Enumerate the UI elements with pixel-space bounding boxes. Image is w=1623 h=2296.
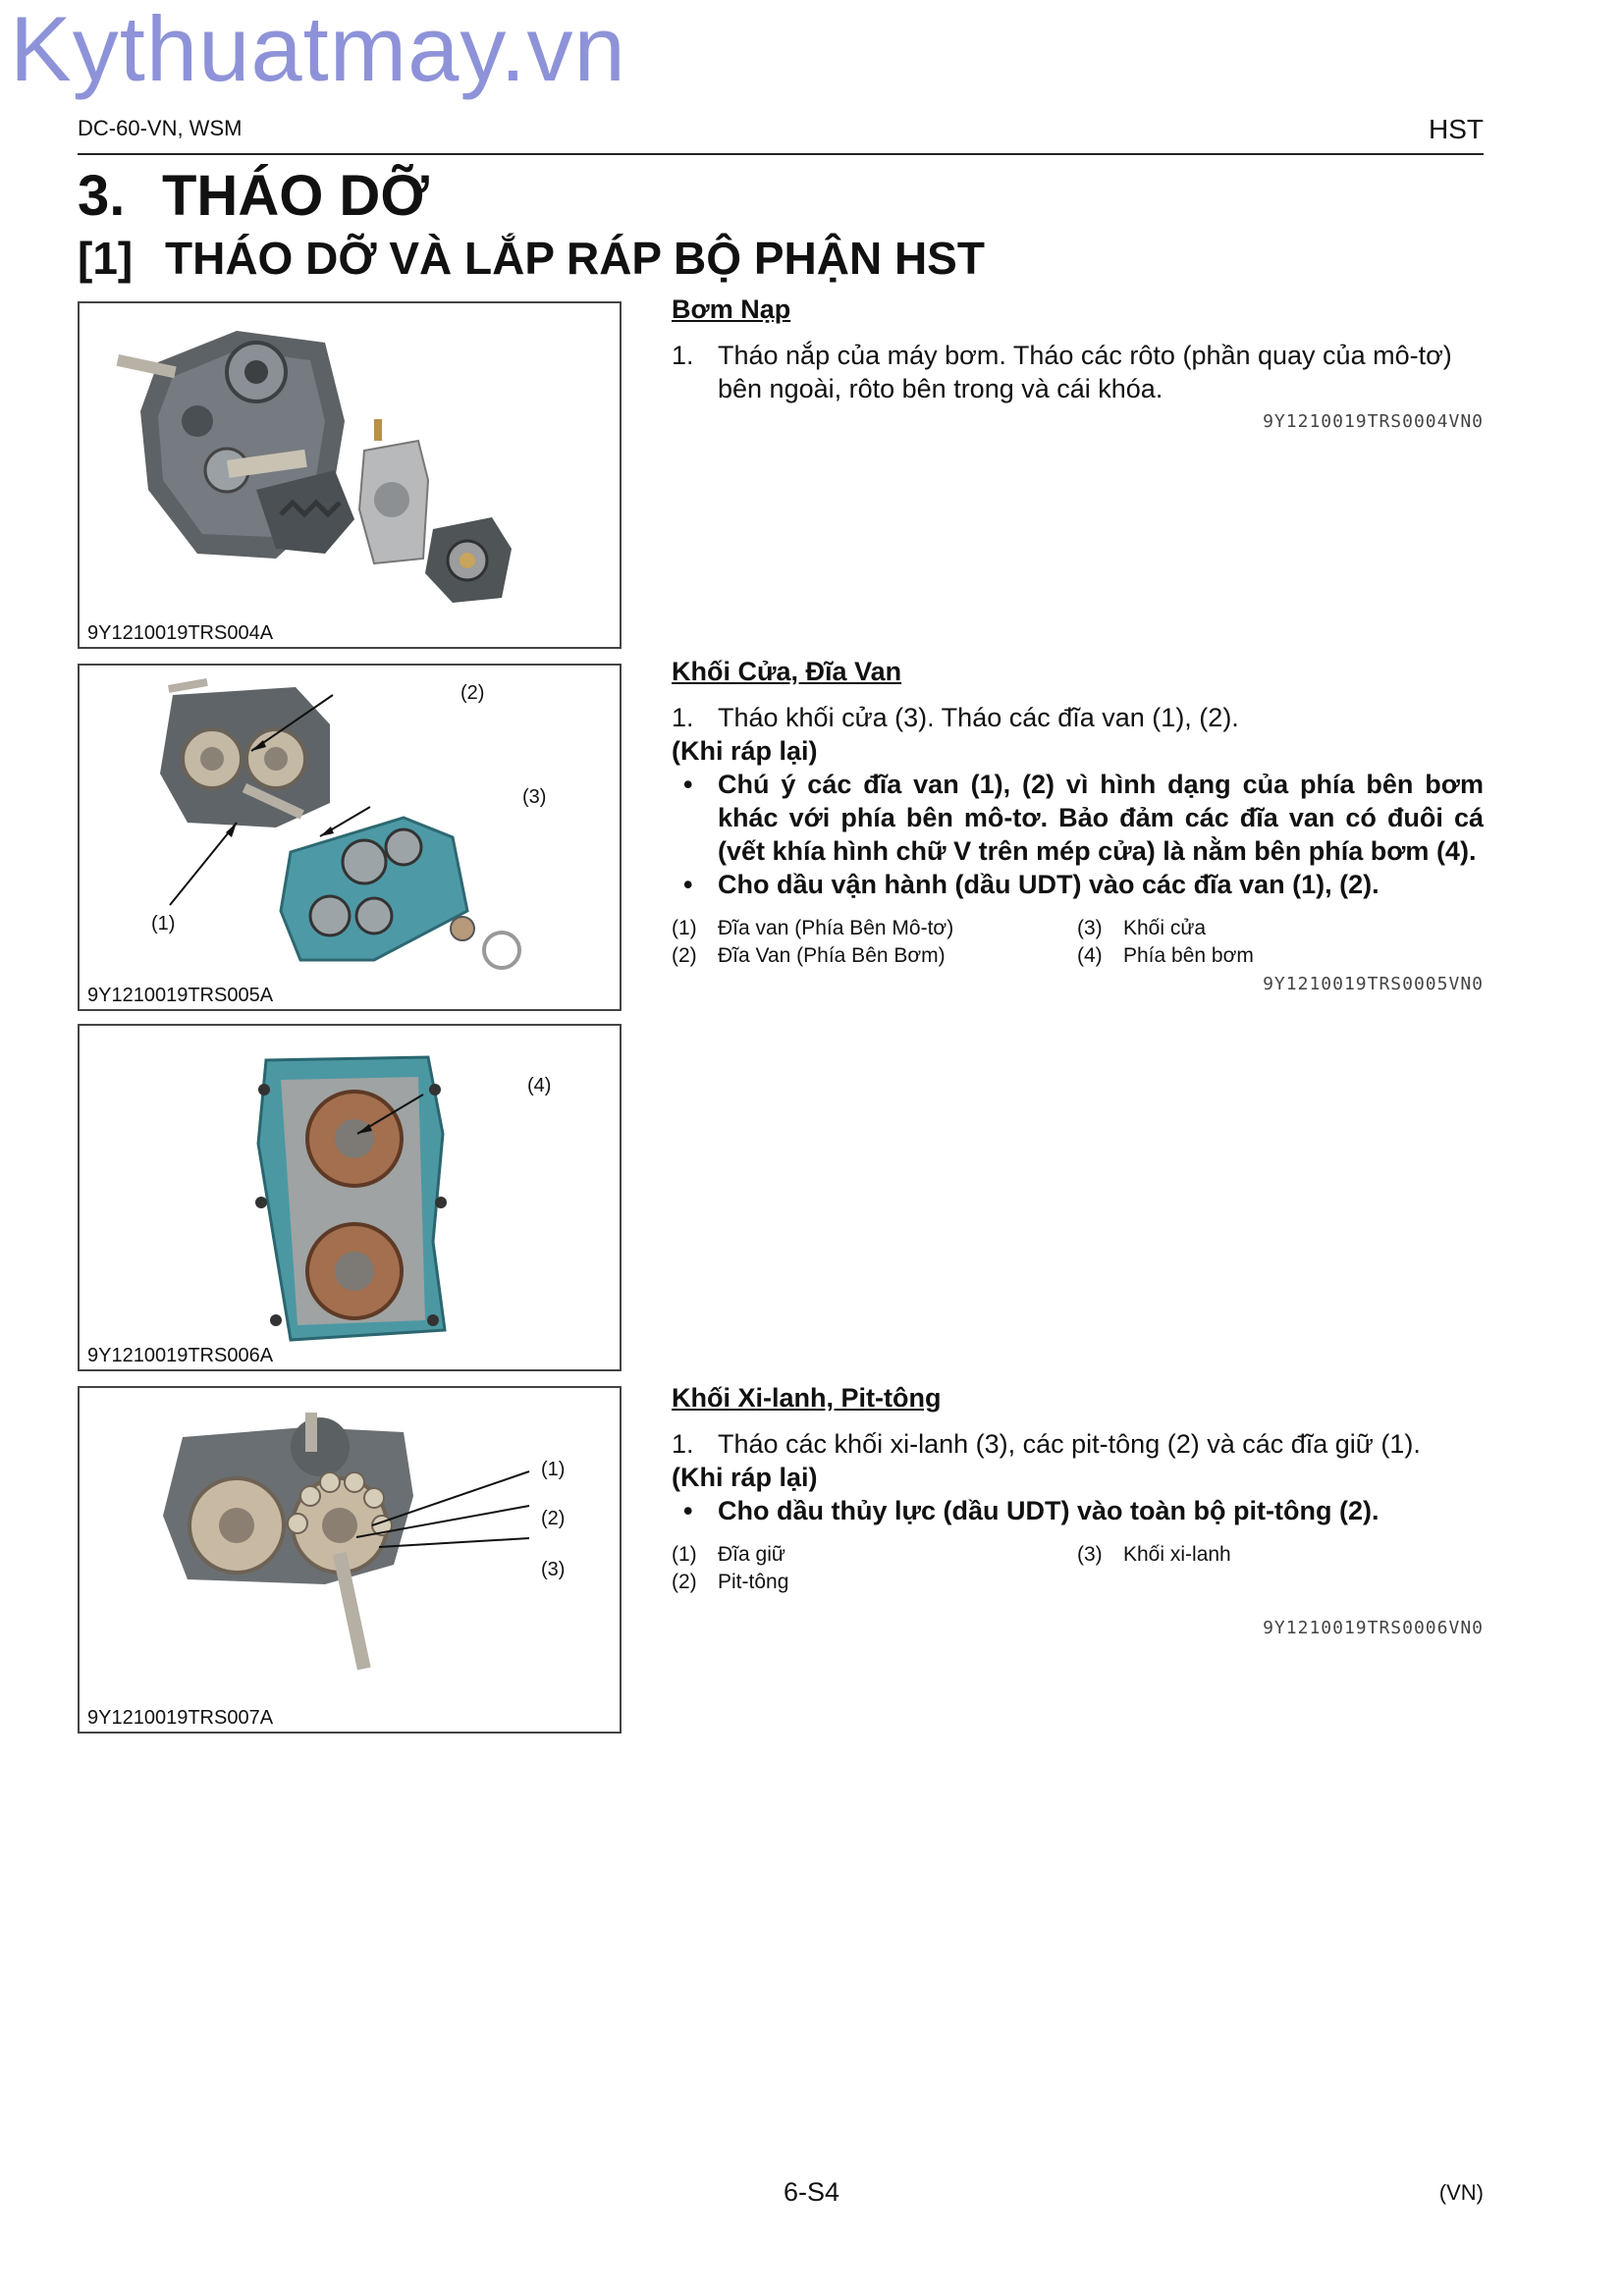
bullet-text: Cho dầu thủy lực (dầu UDT) vào toàn bộ pit-tông (2). (718, 1496, 1380, 1525)
callout-3: (3) (522, 786, 547, 808)
watermark-logo: Kythuatmay.vn (10, 0, 626, 100)
bullet-item: • Cho dầu vận hành (dầu UDT) vào các đĩa van (1), (2). (683, 870, 1380, 899)
legend-item (1077, 1569, 1483, 1596)
port-block-photo (80, 666, 620, 1009)
header-rule (78, 153, 1484, 155)
cylinder-block-photo (80, 1388, 620, 1732)
header-section: HST (1429, 114, 1484, 144)
reassembly-label: (Khi ráp lại) (672, 736, 818, 766)
figure-charge-pump (78, 301, 622, 649)
figure-cylinder-block (78, 1386, 622, 1734)
figure-code: 9Y1210019TRS006A (87, 1345, 274, 1366)
callout-3: (3) (541, 1559, 566, 1580)
block-port-block (672, 657, 1484, 994)
legend (672, 915, 1484, 970)
callout-1: (1) (151, 913, 176, 934)
figure-port-block (78, 664, 622, 1011)
callout-1: (1) (541, 1459, 566, 1480)
figure-code: 9Y1210019TRS004A (87, 622, 274, 644)
callout-2: (2) (541, 1508, 566, 1529)
step-text: Tháo khối cửa (3). Tháo các đĩa van (1), (2). (718, 703, 1239, 732)
charge-pump-photo (80, 303, 620, 647)
section-title-text: THÁO DỠ (162, 164, 429, 228)
step-text: Tháo các khối xi-lanh (3), các pit-tông (2) và các đĩa giữ (1). (718, 1429, 1421, 1459)
callout-2: (2) (460, 682, 485, 704)
reference-code: 9Y1210019TRS0006VN0 (1263, 1618, 1484, 1638)
figure-code: 9Y1210019TRS007A (87, 1707, 274, 1729)
subsection-number: [1] (78, 233, 134, 284)
subsection-title-text: THÁO DỠ VÀ LẮP RÁP BỘ PHẬN HST (165, 233, 985, 284)
page-number: 6-S4 (783, 2177, 840, 2207)
legend-item: (1) Đĩa van (Phía Bên Mô-tơ) (672, 917, 954, 939)
legend-item: (4) Phía bên bơm (1077, 944, 1254, 967)
section-title (78, 163, 429, 229)
step-item (672, 1427, 1484, 1461)
step-text: Tháo nắp của máy bơm. Tháo các rôto (phần quay của mô-tơ) bên ngoài, rôto bên trong và cái khóa. (718, 341, 1452, 403)
step-number: 1. (672, 341, 694, 370)
reassembly-label: (Khi ráp lại) (672, 1463, 818, 1492)
step-item (672, 701, 1484, 734)
block-charge-pump (672, 294, 1484, 432)
header-doc-code: DC-60-VN, WSM (78, 116, 243, 140)
bullet-item: • Cho dầu thủy lực (dầu UDT) vào toàn bộ pit-tông (2). (683, 1496, 1380, 1525)
block-heading: Bơm Nạp (672, 294, 791, 324)
language-tag: (VN) (1438, 2180, 1484, 2205)
block-heading: Khối Cửa, Đĩa Van (672, 657, 902, 686)
legend-item: (3) Khối cửa (1077, 917, 1207, 939)
block-heading: Khối Xi-lanh, Pit-tông (672, 1383, 942, 1413)
reference-code: 9Y1210019TRS0004VN0 (1263, 411, 1484, 432)
legend-item: (1) Đĩa giữ (672, 1543, 785, 1566)
bullet-text: Chú ý các đĩa van (1), (2) vì hình dạng của phía bên bơm khác với phía bên mô-tơ. Bảo đảm các đĩa van có đuôi cá (vết khía hình chữ V trên mép cửa) là nằm bên phía bơm (4). (718, 770, 1484, 866)
callout-4: (4) (527, 1075, 552, 1096)
section-number: 3. (78, 164, 126, 228)
bullet-text: Cho dầu vận hành (dầu UDT) vào các đĩa van (1), (2). (718, 870, 1380, 899)
figure-valve-plate (78, 1024, 622, 1371)
step-number: 1. (672, 703, 694, 732)
legend-item: (2) Pit-tông (672, 1571, 789, 1593)
subsection-title (78, 232, 985, 285)
figure-code: 9Y1210019TRS005A (87, 985, 274, 1006)
step-number: 1. (672, 1429, 694, 1459)
legend-item: (2) Đĩa Van (Phía Bên Bơm) (672, 944, 946, 967)
bullet-item: • Chú ý các đĩa van (1), (2) vì hình dạng của phía bên bơm khác với phía bên mô-tơ. Bảo đảm các đĩa van có đuôi cá (vết khía hình chữ V trên mép cửa) là nằm bên phía bơm (4). (683, 770, 1484, 866)
block-cylinder-block (672, 1383, 1484, 1638)
legend (672, 1541, 1484, 1596)
reference-code: 9Y1210019TRS0005VN0 (1263, 974, 1484, 994)
legend-item: (3) Khối xi-lanh (1077, 1543, 1231, 1566)
step-item (672, 339, 1484, 405)
